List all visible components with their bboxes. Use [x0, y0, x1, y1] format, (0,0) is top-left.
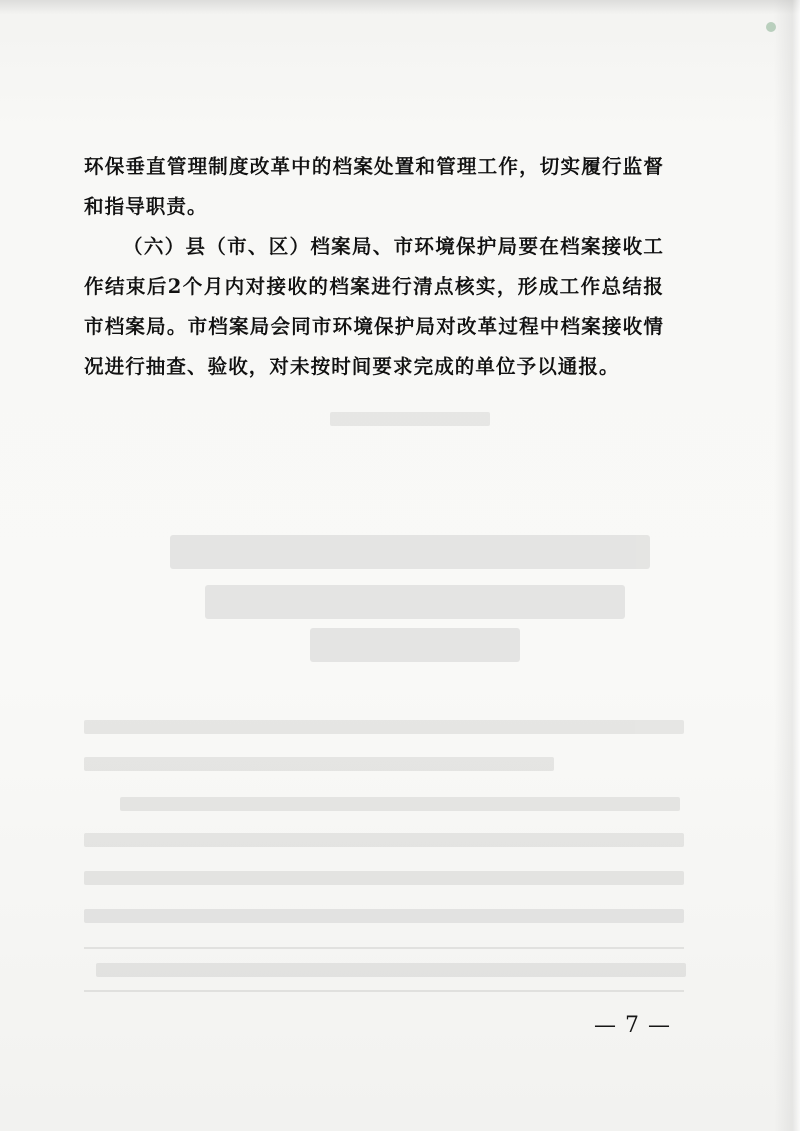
- body-paragraph-item-six: （六）县（市、区）档案局、市环境保护局要在档案接收工作结束后2个月内对接收的档案进行清点核实，形成工作总结报市档案局。市档案局会同市环境保护局对改革过程中档案接收情况进行抽查、验收，对未按时间要求完成的单位予以通报。: [84, 235, 664, 378]
- scan-top-shadow: [0, 0, 800, 14]
- body-paragraph-continuation: 环保垂直管理制度改革中的档案处置和管理工作，切实履行监督和指导职责。: [84, 155, 664, 218]
- page-number: — 7 —: [594, 1013, 671, 1038]
- corner-ink-mark: [766, 22, 776, 32]
- scan-right-edge: [774, 0, 800, 1131]
